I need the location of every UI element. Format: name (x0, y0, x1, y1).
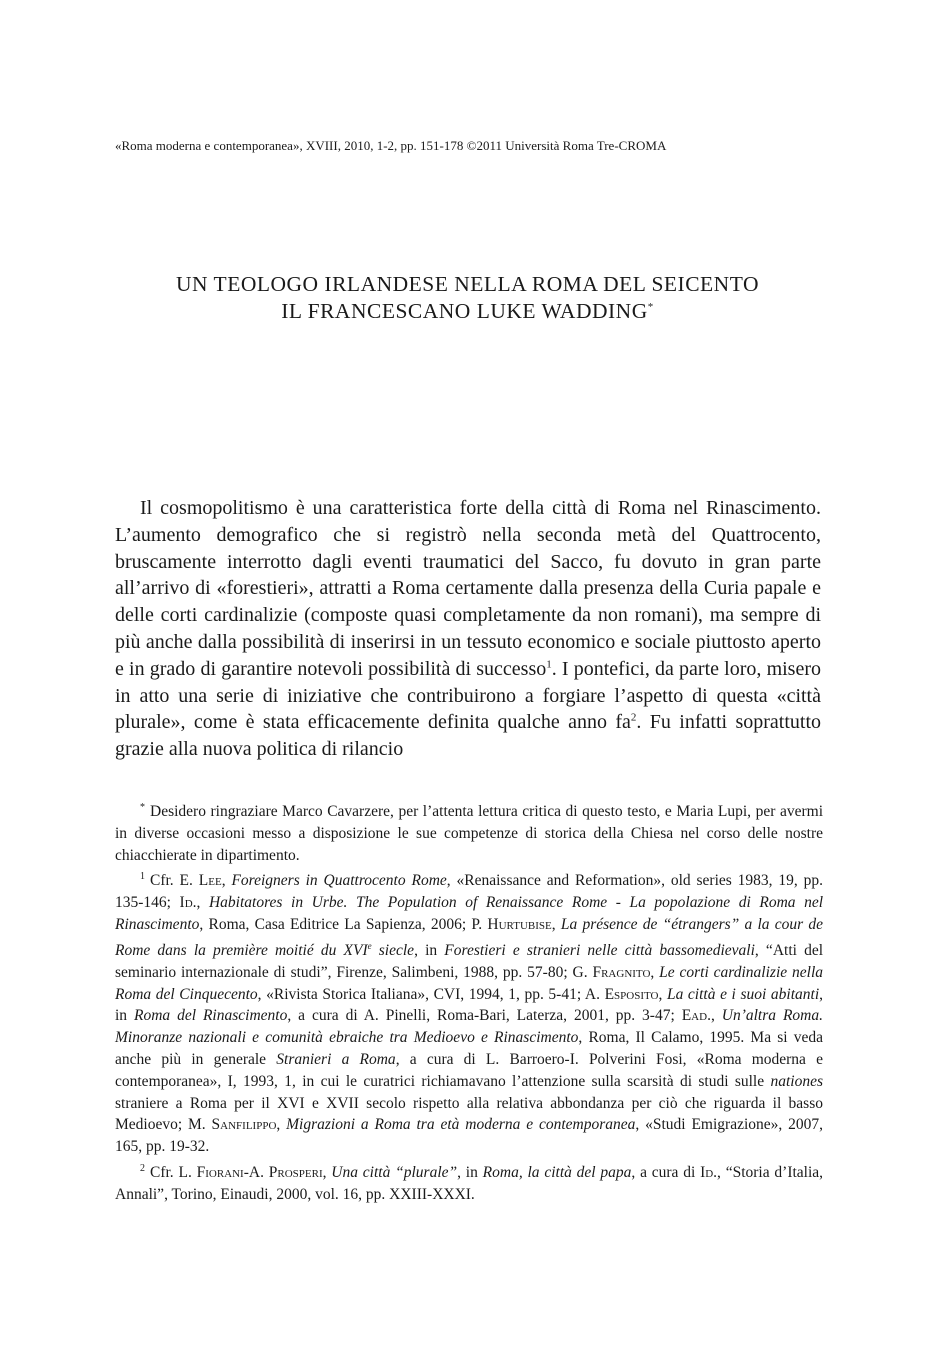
footnote-ref-1: 1 (546, 658, 552, 671)
fn2-title: Una città “plurale” (331, 1163, 458, 1181)
fn1-text: Cfr. E. (150, 872, 199, 890)
fn1-title: Stranieri a Roma (276, 1050, 396, 1068)
fn1-title: Le corti cardinalizie nella Roma del Cinquecento (115, 963, 823, 1003)
fn1-text: , “Atti del seminario internazionale di studi”, Firenze, Salimbeni, 1988, pp. 57-80; G. (115, 941, 824, 981)
fn1-title: Foreigners in Quattrocento Rome (231, 872, 447, 890)
fn2-text: , in (457, 1163, 483, 1181)
fn1-title: La città e i suoi abitanti (666, 985, 820, 1003)
fn1-text: , a cura di L. Barroero-I. Polverini Fosi, «Roma moderna e contemporanea», I, 1993, 1, in cui le curatrici richiamavano l’attenzione sulla scarsità di studi sulle (115, 1050, 824, 1090)
fn1-text: straniere a Roma per il XVI e XVII secolo rispetto alla relativa abbondanza per ciò che riguarda il basso Medioevo; M. (115, 1094, 823, 1134)
fn2-text: , (322, 1163, 332, 1181)
fn1-text: , (650, 963, 660, 981)
fn1-title: Un’altra Roma. Minoranze nazionali e comunità ebraiche tra Medioevo e Rinascimento (115, 1007, 823, 1047)
fn1-text: , a cura di A. Pinelli, Roma-Bari, Laterza, 2001, pp. 3-47; (287, 1007, 682, 1025)
fn1-text: , (710, 1007, 722, 1025)
fn1-text: , (196, 894, 209, 912)
body-sentence-1: Il cosmopolitismo è una caratteristica forte della città di Roma nel Rinascimento. L’aumento demografico che si registrò nella seconda metà del Quattrocento, bruscamente interrotto dagli eventi traumatici del Sacco, fu dovuto in gran parte all’arrivo di «forestieri», attratti a Roma certamente dalla presenza della Curia papale e delle corti cardinalizie (composte quasi completamente da non romani), ma sempre di più anche dalla possibilità di inserirsi in un tessuto economico e sociale piuttosto aperto e in grado di garantire notevoli possibilità di successo (115, 497, 821, 680)
footnote-star (115, 801, 823, 866)
footnote-1 (115, 870, 823, 1158)
fn1-text: , in (115, 985, 823, 1025)
body-text (115, 495, 821, 763)
fn1-title: La présence de “étrangers” a la cour de Rome dans la première moitié du XVI (115, 915, 824, 959)
fn1-author-fragnito: Fragnito (592, 963, 651, 981)
fn1-superscript-e: e (367, 940, 372, 951)
footnote-star-mark: * (140, 801, 145, 813)
fn1-title: Forestieri e stranieri nelle città bassomedievali (444, 941, 755, 959)
fn1-author-sanfilippo: Sanfilippo (211, 1116, 277, 1134)
fn1-text: , Roma, Casa Editrice La Sapienza, 2006; P. (199, 915, 488, 933)
title-footnote-marker: * (647, 300, 654, 313)
fn1-author-esposito: Esposito (604, 985, 659, 1003)
fn1-text: , Roma, Il Calamo, 1995. Ma si veda anche più in generale (115, 1029, 823, 1068)
fn2-text: Cfr. L. (150, 1163, 197, 1181)
fn1-term: nationes (770, 1072, 823, 1090)
fn1-text: , (221, 872, 232, 890)
fn1-title: Roma del Rinascimento (134, 1007, 288, 1025)
fn1-title: siecle (371, 941, 415, 959)
fn1-title: Habitatores in Urbe. The Population of Renaissance Rome - La popolazione di Roma nel Rinascimento (115, 894, 824, 933)
fn1-text: , (551, 915, 561, 933)
footnote-star-text: Desidero ringraziare Marco Cavarzere, per l’attenta lettura critica di questo testo, e Maria Lupi, per avermi in diverse occasioni messo a disposizione le sue competenze di storica della Chiesa nel corso delle nostre chiacchierate in dipartimento. (115, 803, 823, 864)
fn2-text: , a cura di (631, 1163, 701, 1181)
fn1-text: , «Studi Emigrazione», 2007, 165, pp. 19-32. (115, 1116, 823, 1156)
title-line-2-text: IL FRANCESCANO LUKE WADDING (281, 299, 648, 323)
footnote-1-mark: 1 (140, 871, 145, 883)
article-title-line-1 (0, 272, 935, 297)
footnote-ref-2: 2 (630, 711, 637, 724)
body-sentence-3: . Fu infatti soprattutto grazie alla nuova politica di rilancio (115, 711, 821, 761)
fn2-author-fiorani: Fiorani (196, 1163, 244, 1181)
body-paragraph (115, 495, 821, 763)
fn1-author-ead: Ead. (681, 1007, 711, 1025)
fn2-author-id: Id. (700, 1163, 718, 1181)
fn1-text: , in (414, 941, 445, 959)
fn1-text: , (276, 1116, 287, 1134)
fn1-text: , «Renaissance and Reformation», old series 1983, 19, pp. 135-146; (115, 872, 824, 912)
fn2-author-prosperi: Prosperi (268, 1163, 323, 1181)
fn2-text: , “Storia d’Italia, Annali”, Torino, Einaudi, 2000, vol. 16, pp. XXIII-XXXI. (115, 1163, 824, 1203)
footnote-2-mark: 2 (140, 1162, 145, 1174)
footnotes (115, 801, 823, 1210)
fn1-author-hurtubise: Hurtubise (487, 915, 552, 933)
fn2-text: -A. (243, 1163, 269, 1181)
fn1-author-id: Id. (179, 894, 197, 912)
fn1-title: Migrazioni a Roma tra età moderna e contemporanea (286, 1116, 636, 1134)
body-sentence-2: . I pontefici, da parte loro, misero in atto una serie di iniziative che contribuirono a forgiare l’aspetto di questa «città plurale», come è stata efficacemente definita qualche anno fa (115, 657, 821, 734)
fn1-author-lee: Lee (198, 872, 222, 890)
fn2-title: Roma, la città del papa (482, 1163, 632, 1181)
running-head: «Roma moderna e contemporanea», XVIII, 2010, 1-2, pp. 151-178 ©2011 Università Roma Tre-CROMA (115, 138, 667, 153)
fn1-text: , «Rivista Storica Italiana», CVI, 1994, 1, pp. 5-41; A. (257, 985, 605, 1003)
article-title-line-2 (0, 299, 935, 324)
footnote-2 (115, 1162, 823, 1206)
fn1-text: , (658, 985, 667, 1003)
title-line-1-text: UN TEOLOGO IRLANDESE NELLA ROMA DEL SEICENTO (176, 272, 759, 296)
